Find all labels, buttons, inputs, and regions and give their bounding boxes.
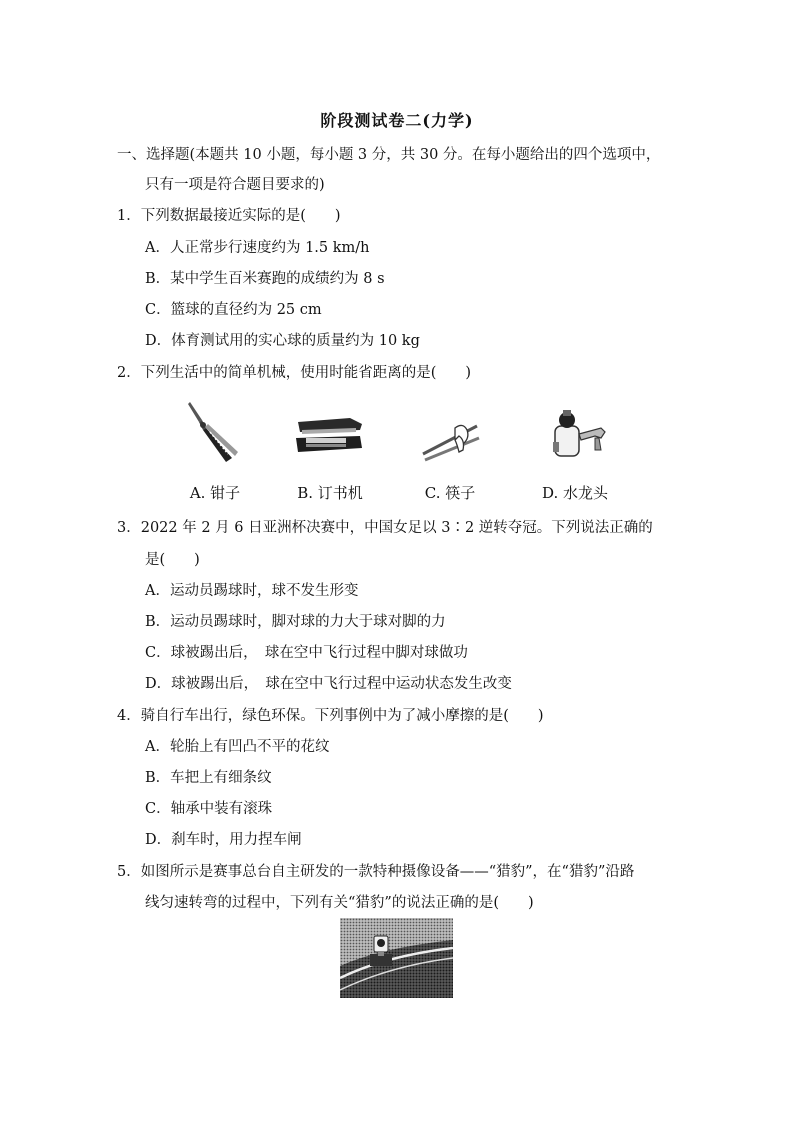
q1-option-a: A．人正常步行速度约为 1.5 km/h — [145, 240, 370, 256]
q4-option-b: B．车把上有细条纹 — [145, 770, 272, 786]
q2-figure-d — [530, 398, 620, 510]
question-1-stem: 1．下列数据最接近实际的是( ) — [117, 208, 341, 224]
page-title: 阶段测试卷二(力学) — [320, 111, 474, 130]
q3-option-b: B．运动员踢球时，脚对球的力大于球对脚的力 — [145, 614, 446, 630]
stapler-icon — [290, 398, 370, 468]
q3-option-d: D．球被踢出后， 球在空中飞行过程中运动状态发生改变 — [145, 676, 512, 692]
q2-caption-b: B. 订书机 — [297, 484, 363, 502]
q2-caption-a: A. 钳子 — [189, 484, 241, 502]
section-heading: 一、选择题(本题共 10 小题，每小题 3 分，共 30 分。在每小题给出的四个选项中， — [117, 147, 661, 163]
q2-caption-d: D. 水龙头 — [541, 484, 609, 502]
q4-option-d: D．刹车时，用力捏车闸 — [145, 832, 302, 848]
q2-caption-c: C. 筷子 — [424, 484, 476, 502]
question-4-stem: 4．骑自行车出行，绿色环保。下列事例中为了减小摩擦的是( ) — [117, 708, 544, 724]
camera-track-photo — [340, 918, 453, 998]
q4-option-c: C．轴承中装有滚珠 — [145, 801, 273, 817]
question-3-stem: 3．2022 年 2 月 6 日亚洲杯决赛中，中国女足以 3∶2 逆转夺冠。下列说法正确的 — [117, 520, 653, 536]
q2-figure-row — [170, 398, 650, 510]
pliers-icon — [180, 398, 250, 468]
q3-option-c: C．球被踢出后， 球在空中飞行过程中脚对球做功 — [145, 645, 468, 661]
question-5-stem: 5．如图所示是赛事总台自主研发的一款特种摄像设备——“猎豹”，在“猎豹”沿路 — [117, 864, 635, 880]
q2-figure-a — [170, 398, 260, 510]
q1-option-d: D．体育测试用的实心球的质量约为 10 kg — [145, 333, 420, 349]
question-5-stem-cont: 线匀速转弯的过程中，下列有关“猎豹”的说法正确的是( ) — [145, 895, 534, 911]
q1-option-c: C．篮球的直径约为 25 cm — [145, 302, 322, 318]
q3-option-a: A．运动员踢球时，球不发生形变 — [145, 583, 359, 599]
q2-figure-c — [405, 398, 495, 510]
q1-option-b: B．某中学生百米赛跑的成绩约为 8 s — [145, 271, 385, 287]
question-2-stem: 2．下列生活中的简单机械，使用时能省距离的是( ) — [117, 365, 472, 381]
question-3-stem-cont: 是( ) — [145, 552, 200, 568]
section-heading-cont: 只有一项是符合题目要求的) — [145, 177, 325, 193]
chopsticks-icon — [415, 398, 485, 468]
q2-figure-b — [285, 398, 375, 510]
faucet-icon — [535, 398, 615, 468]
q4-option-a: A．轮胎上有凹凸不平的花纹 — [145, 739, 330, 755]
